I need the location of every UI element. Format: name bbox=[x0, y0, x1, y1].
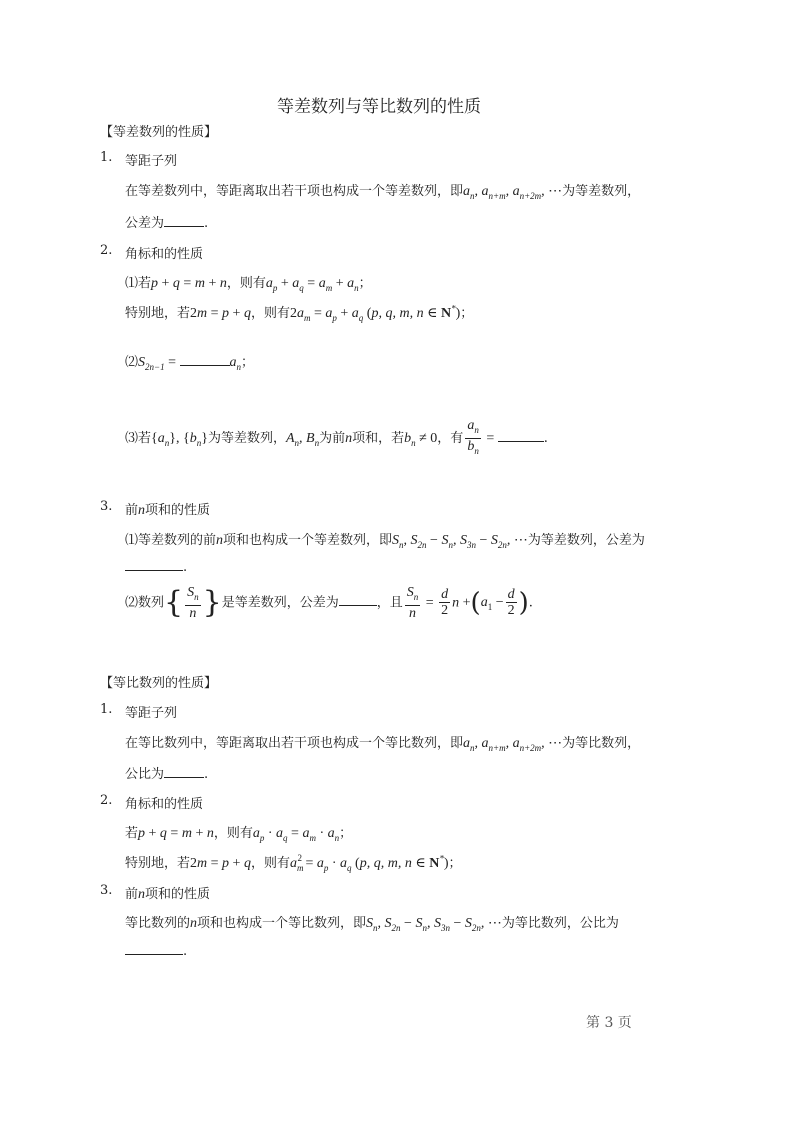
arith-sum-prop2 bbox=[125, 585, 533, 621]
arith-sum-prop1-line2 bbox=[125, 558, 187, 575]
geo-section-heading: 【等比数列的性质】 bbox=[100, 676, 218, 691]
arith-item3-number: 3. bbox=[100, 499, 113, 514]
text: 在等比数列中，等距离取出若干项也构成一个等比数列，即 bbox=[125, 736, 464, 751]
fraction: $\frac{d}{2}$ bbox=[507, 587, 515, 619]
fraction: $\frac{d}{2}$ bbox=[441, 587, 449, 619]
answer-blank[interactable] bbox=[125, 558, 183, 571]
formula: p + q = m + n bbox=[138, 826, 214, 841]
arith-item1-number: 1. bbox=[100, 150, 113, 165]
text: ； bbox=[460, 306, 474, 321]
formula: n bbox=[138, 503, 146, 518]
brace: { bbox=[164, 584, 184, 620]
text: ⑴等差数列的前 bbox=[125, 533, 217, 548]
fraction: $\frac{S_n}{n}$ bbox=[187, 585, 199, 621]
formula: n bbox=[138, 887, 146, 902]
text: 特别地，若 bbox=[125, 856, 191, 871]
formula: $a_p \cdot a_q = a_m \cdot a_n$ bbox=[252, 826, 340, 843]
text: ，且 bbox=[376, 595, 403, 611]
text: 项和也构成一个等比数列，即 bbox=[197, 916, 367, 931]
text: 前 bbox=[125, 503, 139, 518]
formula: 2m = p + q bbox=[190, 856, 251, 871]
text: ； bbox=[358, 276, 372, 291]
text: ⑶若 bbox=[125, 430, 152, 446]
formula: n bbox=[190, 916, 198, 931]
page-title: 等差数列与等比数列的性质 bbox=[277, 97, 481, 117]
geo-sum-prop-line2 bbox=[125, 942, 187, 959]
text: ； bbox=[241, 355, 255, 370]
formula: $S_n$, $S_{2n} - S_n$, $S_{3n} - S_{2n}$, ⋯ bbox=[366, 916, 502, 933]
text: ，则有 bbox=[213, 826, 253, 841]
formula: 2m = p + q bbox=[190, 306, 251, 321]
formula: = bbox=[482, 430, 498, 446]
text: 特别地，若 bbox=[125, 306, 191, 321]
formula: $a_n$ bbox=[229, 355, 241, 372]
arith-item1-title: 等距子列 bbox=[125, 154, 178, 169]
text: . bbox=[543, 430, 548, 446]
text: ； bbox=[339, 826, 353, 841]
text: 为等差数列，公差为 bbox=[527, 533, 645, 548]
geo-item1-line1 bbox=[125, 732, 640, 753]
text: ⑵数列 bbox=[125, 595, 165, 611]
formula: $2a_m = a_p + a_q$ (p, q, m, n ∈ N*) bbox=[289, 303, 461, 323]
geo-item3-number: 3. bbox=[100, 883, 113, 898]
text: 为等差数列， bbox=[207, 430, 286, 446]
answer-blank[interactable] bbox=[180, 353, 230, 366]
fraction: $\frac{S_n}{n}$ bbox=[406, 585, 419, 621]
text: 等比数列的 bbox=[125, 916, 191, 931]
answer-blank[interactable] bbox=[498, 433, 544, 442]
arith-prop1-line2 bbox=[125, 302, 473, 323]
formula: $b_n \ne 0$ bbox=[404, 430, 438, 448]
formula: $S_{2n-1}$ = bbox=[138, 355, 176, 372]
text: 公比为 bbox=[125, 767, 165, 782]
answer-blank[interactable] bbox=[164, 214, 204, 227]
text: 为前 bbox=[319, 430, 346, 446]
page-number: 第 3 页 bbox=[586, 1015, 632, 1031]
answer-blank[interactable] bbox=[164, 765, 204, 778]
formula: p + q = m + n bbox=[151, 276, 227, 291]
text: . bbox=[204, 767, 209, 782]
text: ； bbox=[448, 856, 462, 871]
text: ，则有 bbox=[226, 276, 266, 291]
text: ，则有 bbox=[250, 856, 290, 871]
geo-sum-prop-line1 bbox=[125, 912, 619, 933]
geo-item2-number: 2. bbox=[100, 793, 113, 808]
formula: $a_n$, $a_{n+m}$, $a_{n+2m}$, ⋯ bbox=[463, 736, 563, 753]
text: 为等比数列，公比为 bbox=[501, 916, 619, 931]
arith-item1-text-a: 在等差数列中，等距离取出若干项也构成一个等差数列，即 bbox=[125, 184, 464, 199]
text: 若 bbox=[125, 826, 139, 841]
geo-item1-title: 等距子列 bbox=[125, 706, 178, 721]
arith-item1-line2 bbox=[125, 212, 208, 231]
formula: $a_p + a_q = a_m + a_n$ bbox=[265, 276, 359, 293]
text: ⑵ bbox=[125, 355, 139, 370]
arith-prop3 bbox=[125, 418, 548, 459]
text: 前 bbox=[125, 887, 139, 902]
answer-blank[interactable] bbox=[125, 942, 183, 955]
text: ，有 bbox=[437, 430, 464, 446]
arith-item3-title bbox=[125, 499, 210, 519]
geo-item2-title: 角标和的性质 bbox=[125, 797, 204, 812]
brace: } bbox=[202, 584, 222, 620]
geo-prop1-line1 bbox=[125, 822, 352, 843]
formula: n bbox=[216, 533, 224, 548]
fraction: $\frac{a_n}{b_n}$ bbox=[467, 418, 479, 456]
arith-item2-title: 角标和的性质 bbox=[125, 247, 204, 262]
text: 项和的性质 bbox=[145, 887, 211, 902]
text: . bbox=[183, 560, 188, 575]
text: 项和也构成一个等差数列，即 bbox=[223, 533, 393, 548]
formula: n + bbox=[452, 595, 471, 611]
text: . bbox=[183, 944, 188, 959]
arith-prop2 bbox=[125, 351, 254, 372]
arith-item1-formula: $a_n$, $a_{n+m}$, $a_{n+2m}$, ⋯ bbox=[463, 184, 563, 201]
formula: $a_m^2 = a_p \cdot a_q$ (p, q, m, n ∈ N*) bbox=[289, 853, 449, 873]
arith-item1-text-d: . bbox=[204, 216, 209, 231]
text: 项和的性质 bbox=[145, 503, 211, 518]
text: 为等比数列， bbox=[562, 736, 641, 751]
paren: ( bbox=[470, 587, 481, 618]
geo-item1-number: 1. bbox=[100, 702, 113, 717]
formula: $A_n$, $B_n$ bbox=[285, 430, 320, 448]
paren: ) bbox=[518, 587, 529, 618]
text: 是等差数列，公差为 bbox=[221, 595, 339, 611]
text: ⑴若 bbox=[125, 276, 152, 291]
arith-section-heading: 【等差数列的性质】 bbox=[100, 125, 218, 140]
answer-blank[interactable] bbox=[339, 593, 377, 606]
formula: $S_n$, $S_{2n} - S_n$, $S_{3n} - S_{2n}$, ⋯ bbox=[392, 533, 528, 550]
arith-sum-prop1-line1 bbox=[125, 529, 645, 550]
arith-item2-number: 2. bbox=[100, 243, 113, 258]
arith-item1-text-b: 为等差数列， bbox=[562, 184, 641, 199]
geo-item1-line2 bbox=[125, 763, 208, 782]
arith-item1-text-c: 公差为 bbox=[125, 216, 165, 231]
geo-item3-title bbox=[125, 883, 210, 903]
text: ，则有 bbox=[250, 306, 290, 321]
formula: = bbox=[422, 595, 438, 611]
arith-item1-line1 bbox=[125, 180, 640, 201]
formula: $a_1$ − bbox=[480, 595, 504, 613]
text: 项和，若 bbox=[352, 430, 405, 446]
formula: $\{a_n\}$, $\{b_n\}$ bbox=[151, 430, 208, 448]
arith-prop1-line1 bbox=[125, 272, 372, 293]
text: . bbox=[528, 595, 533, 611]
formula: n bbox=[345, 430, 353, 446]
geo-prop1-line2 bbox=[125, 852, 462, 873]
